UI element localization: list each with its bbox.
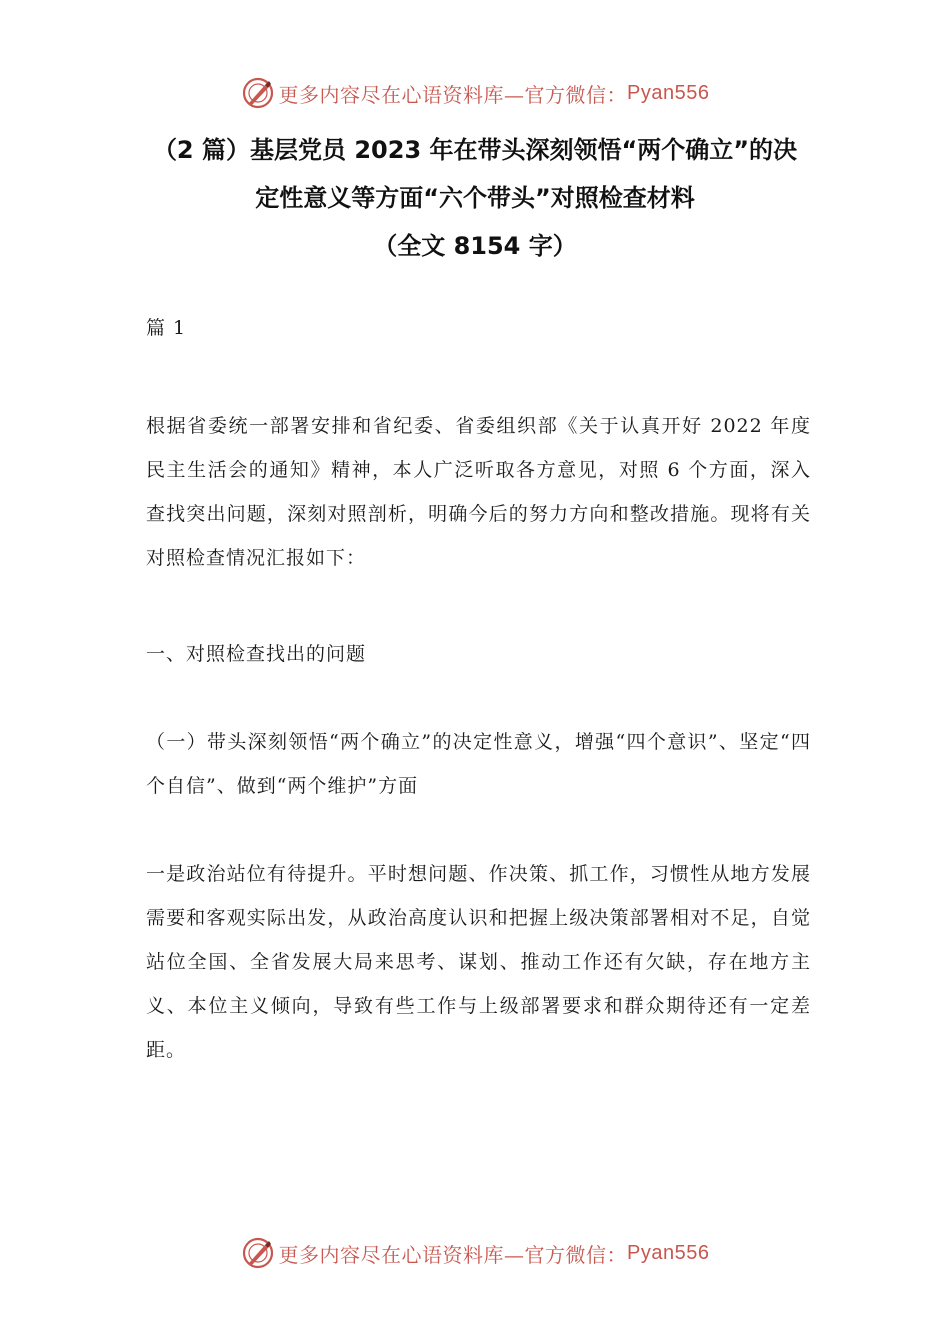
footer-watermark <box>0 1236 950 1270</box>
document-title <box>120 126 830 270</box>
title-line-2: 定性意义等方面“六个带头”对照检查材料 <box>255 184 695 212</box>
title-line-1: （2 篇）基层党员 2023 年在带头深刻领悟“两个确立”的决 <box>152 136 798 164</box>
pen-logo-icon <box>241 1236 275 1270</box>
watermark-text: 更多内容尽在心语资料库—官方微信： <box>278 1242 628 1267</box>
section-label: 篇 1 <box>146 317 187 339</box>
title-line-3: （全文 8154 字） <box>373 232 577 260</box>
pen-logo-icon <box>241 76 275 110</box>
intro-paragraph: 根据省委统一部署安排和省纪委、省委组织部《关于认真开好 2022 年度民主生活会的通知》精神，本人广泛听取各方意见，对照 6 个方面，深入查找突出问题，深刻对照剖析，明确今后的努力方向和整改措施。现将有关对照检查情况汇报如下： <box>146 415 811 569</box>
subheading-1: （一）带头深刻领悟“两个确立”的决定性意义，增强“四个意识”、坚定“四个自信”、做到“两个维护”方面 <box>146 731 811 797</box>
watermark-text: 更多内容尽在心语资料库—官方微信： <box>278 82 628 107</box>
header-watermark <box>0 76 950 110</box>
heading-1: 一、对照检查找出的问题 <box>146 643 367 665</box>
point-1-paragraph: 一是政治站位有待提升。平时想问题、作决策、抓工作，习惯性从地方发展需要和客观实际出发，从政治高度认识和把握上级决策部署相对不足，自觉站位全国、全省发展大局来思考、谋划、推动工作还有欠缺，存在地方主义、本位主义倾向，导致有些工作与上级部署要求和群众期待还有一定差距。 <box>146 863 811 1061</box>
watermark-handle: Pyan556 <box>627 81 710 104</box>
watermark-handle: Pyan556 <box>627 1241 710 1264</box>
